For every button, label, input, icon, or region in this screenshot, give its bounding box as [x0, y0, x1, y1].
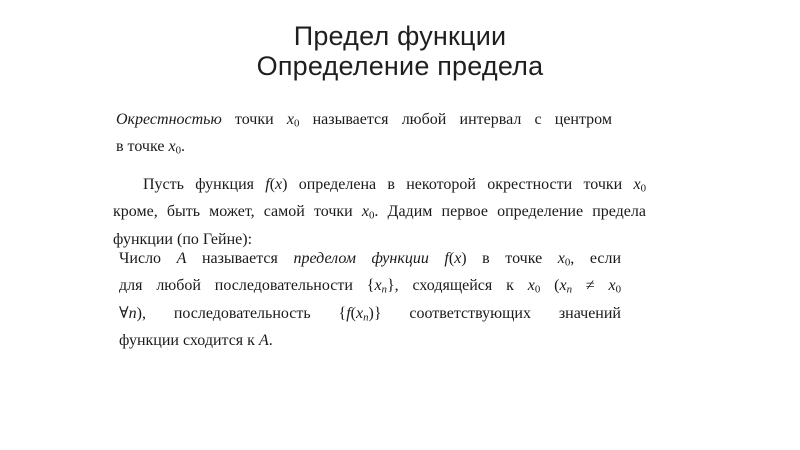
text-run: функции (по Гейне):: [113, 230, 253, 248]
math-variable: x: [527, 277, 535, 295]
math-variable: x: [286, 111, 294, 128]
text-line: [119, 274, 621, 301]
text-run: функции сходится к: [119, 332, 259, 350]
text-run: }, сходящейся к: [386, 277, 528, 295]
text-run: называется любой интервал с центром: [299, 111, 612, 128]
math-variable: f: [444, 250, 449, 267]
text-line: [113, 200, 646, 227]
text-run: , если: [570, 250, 622, 267]
text-run: (: [540, 277, 560, 295]
text-line: [113, 173, 646, 200]
math-subscript: 0: [615, 283, 622, 296]
text-line: [116, 135, 612, 162]
text-run: )} соответствующих значений: [368, 304, 621, 322]
text-line: [119, 247, 621, 274]
title-line: Предел функции: [293, 21, 507, 51]
text-run: для любой последовательности {: [119, 277, 375, 295]
paragraph-heine-intro: [113, 173, 646, 251]
math-subscript: n: [363, 311, 369, 324]
text-run: называется: [186, 250, 294, 267]
math-variable: x: [454, 250, 462, 267]
text-run: ) в точке: [461, 250, 558, 267]
math-subscript: 0: [293, 117, 300, 130]
math-variable: n: [128, 304, 137, 322]
paragraph-neighborhood-definition: [116, 108, 612, 163]
math-variable: f: [346, 304, 351, 322]
emphasis-text: пределом функции: [293, 250, 429, 267]
text-run: (: [269, 176, 276, 193]
text-run: Число: [119, 250, 177, 267]
math-subscript: n: [381, 283, 387, 296]
math-subscript: 0: [640, 182, 646, 195]
math-variable: x: [374, 277, 382, 295]
math-variable: x: [361, 203, 369, 221]
text-run: .: [181, 138, 185, 156]
math-subscript: n: [566, 283, 572, 296]
text-run: .: [268, 332, 273, 350]
text-line: [119, 302, 621, 329]
math-variable: x: [275, 176, 283, 193]
paragraph-limit-definition: [119, 247, 621, 352]
math-variable: x: [633, 176, 641, 193]
text-line: [116, 108, 612, 135]
text-run: ∀: [119, 304, 129, 322]
text-run: ≠: [572, 277, 609, 295]
math-variable: A: [258, 332, 269, 350]
text-run: (: [448, 250, 455, 267]
math-variable: x: [559, 277, 567, 295]
title-line: Определение предела: [256, 51, 544, 81]
math-variable: f: [265, 176, 270, 193]
math-variable: A: [176, 250, 187, 267]
slide-title: [0, 21, 800, 81]
text-run: Пусть функция: [143, 176, 266, 193]
text-line: [119, 329, 621, 352]
math-subscript: 0: [564, 256, 571, 269]
text-run: кроме, быть может, самой точки: [113, 203, 362, 221]
text-run: [429, 250, 445, 267]
math-subscript: 0: [534, 283, 541, 296]
text-run: точки: [221, 111, 287, 128]
text-run: ) определена в некоторой окрестности точки: [282, 176, 634, 193]
text-run: в точке: [116, 138, 169, 156]
math-variable: x: [168, 138, 176, 156]
math-variable: x: [557, 250, 565, 267]
math-variable: x: [608, 277, 616, 295]
text-run: (: [350, 304, 356, 322]
emphasis-text: Окрестностью: [116, 111, 222, 128]
text-run: . Дадим первое определение предела: [374, 203, 646, 221]
math-subscript: 0: [368, 209, 375, 222]
math-variable: x: [355, 304, 364, 322]
text-run: ), последовательность {: [136, 304, 347, 322]
math-subscript: 0: [175, 144, 181, 157]
